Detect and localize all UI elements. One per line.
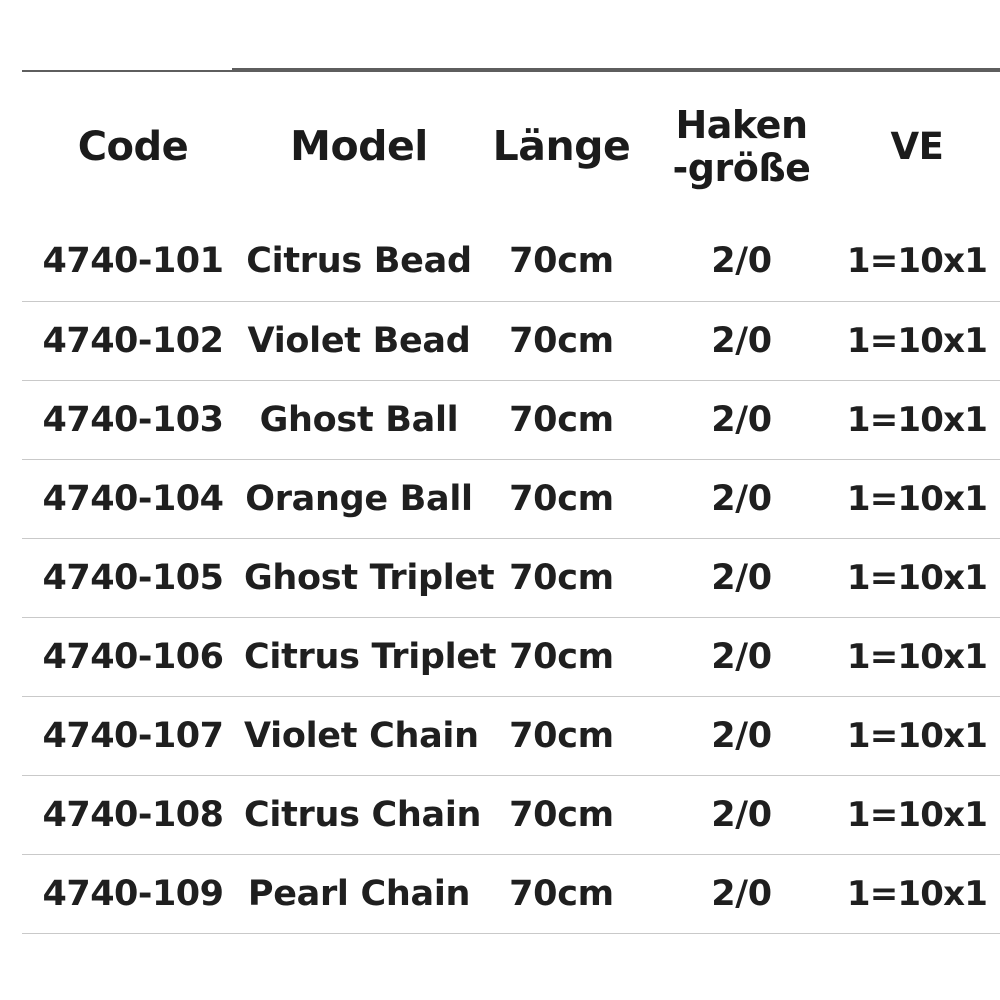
- cell-ve: 1=10x1: [834, 854, 1000, 933]
- cell-code: 4740-107: [22, 696, 244, 775]
- cell-ve: 1=10x1: [834, 380, 1000, 459]
- cell-ve: 1=10x1: [834, 459, 1000, 538]
- cell-code: 4740-101: [22, 222, 244, 301]
- table-header-row: [22, 72, 1000, 222]
- cell-code: 4740-108: [22, 775, 244, 854]
- cell-model: Violet Bead: [244, 301, 474, 380]
- column-header-code: Code: [22, 72, 244, 222]
- table-row: [22, 696, 1000, 775]
- cell-hook-size: 2/0: [649, 222, 834, 301]
- column-header-hook-size-line1: Haken: [675, 103, 808, 148]
- table-row: [22, 854, 1000, 933]
- column-header-ve: VE: [834, 72, 1000, 222]
- table-row: [22, 459, 1000, 538]
- cell-ve: 1=10x1: [834, 696, 1000, 775]
- cell-code: 4740-104: [22, 459, 244, 538]
- cell-model: Ghost Ball: [244, 380, 474, 459]
- cell-code: 4740-102: [22, 301, 244, 380]
- cell-length: 70cm: [474, 696, 649, 775]
- column-header-model: Model: [244, 72, 474, 222]
- cell-hook-size: 2/0: [649, 617, 834, 696]
- cell-ve: 1=10x1: [834, 775, 1000, 854]
- cell-ve: 1=10x1: [834, 222, 1000, 301]
- cell-ve: 1=10x1: [834, 538, 1000, 617]
- cell-model: Citrus Chain: [244, 775, 474, 854]
- cell-model: Violet Chain: [244, 696, 474, 775]
- cell-model: Citrus Bead: [244, 222, 474, 301]
- cell-hook-size: 2/0: [649, 538, 834, 617]
- table-body: [22, 222, 1000, 933]
- table-row: [22, 617, 1000, 696]
- cell-length: 70cm: [474, 380, 649, 459]
- cell-hook-size: 2/0: [649, 775, 834, 854]
- cell-code: 4740-106: [22, 617, 244, 696]
- cell-hook-size: 2/0: [649, 854, 834, 933]
- column-header-length: Länge: [474, 72, 649, 222]
- table-row: [22, 301, 1000, 380]
- cell-hook-size: 2/0: [649, 696, 834, 775]
- cell-length: 70cm: [474, 222, 649, 301]
- cell-ve: 1=10x1: [834, 617, 1000, 696]
- cell-length: 70cm: [474, 459, 649, 538]
- cell-length: 70cm: [474, 854, 649, 933]
- table-row: [22, 775, 1000, 854]
- cell-model: Pearl Chain: [244, 854, 474, 933]
- cell-length: 70cm: [474, 617, 649, 696]
- cell-model: Ghost Triplet: [244, 538, 474, 617]
- cell-hook-size: 2/0: [649, 380, 834, 459]
- column-header-hook-size-line2: -größe: [672, 146, 811, 190]
- cell-model: Orange Ball: [244, 459, 474, 538]
- cell-hook-size: 2/0: [649, 459, 834, 538]
- table-header: [22, 72, 1000, 222]
- table-row: [22, 222, 1000, 301]
- table-row: [22, 380, 1000, 459]
- cell-model: Citrus Triplet: [244, 617, 474, 696]
- cell-hook-size: 2/0: [649, 301, 834, 380]
- cell-length: 70cm: [474, 301, 649, 380]
- column-header-hook-size: [649, 72, 834, 222]
- cell-ve: 1=10x1: [834, 301, 1000, 380]
- table-row: [22, 538, 1000, 617]
- spec-table: [22, 72, 1000, 934]
- cell-code: 4740-109: [22, 854, 244, 933]
- cell-code: 4740-103: [22, 380, 244, 459]
- cell-length: 70cm: [474, 775, 649, 854]
- cell-code: 4740-105: [22, 538, 244, 617]
- cell-length: 70cm: [474, 538, 649, 617]
